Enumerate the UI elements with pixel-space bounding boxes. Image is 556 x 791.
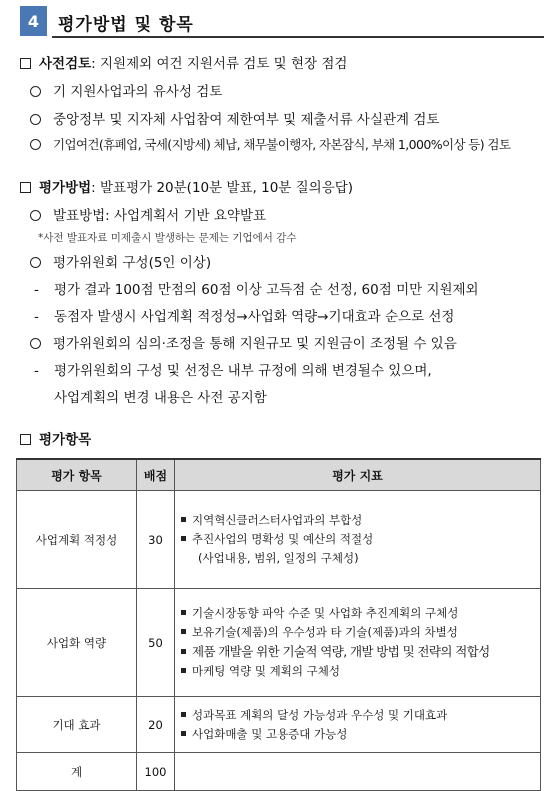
adjust-text: 평가위원회의 심의·조정을 통해 지원규모 및 지원금이 조정될 수 있음 [53, 336, 457, 352]
checkbox-icon [20, 58, 31, 69]
items-heading: 평가항목 [39, 432, 92, 448]
adjust-item [30, 332, 457, 352]
indicator-item: 제품 개발을 위한 기술적 역량, 개발 방법 및 전략의 적합성 [181, 642, 534, 662]
committee-text: 평가위원회 구성(5인 이상) [53, 255, 212, 271]
section-number-badge: 4 [20, 6, 47, 36]
indicator-item: 기술시장동향 파악 수준 및 사업화 추진계획의 구체성 [181, 604, 534, 623]
presentation-item [30, 204, 266, 224]
indicator-item: 마케팅 역량 및 계획의 구체성 [181, 662, 534, 681]
checkbox-icon [20, 182, 31, 193]
circle-bullet-icon [30, 210, 41, 221]
indicator-item: 성과목표 계획의 달성 가능성과 우수성 및 기대효과 [181, 706, 534, 725]
row-item-name: 사업계획 적정성 [17, 491, 137, 589]
indicator-item: 지역혁신클러스터사업과의 부합성 [181, 511, 534, 530]
row-score: 50 [137, 589, 175, 697]
pre-review-text: : 지원제외 여건 지원서류 검토 및 현장 점검 [91, 56, 348, 72]
row-score: 20 [137, 697, 175, 753]
indicator-item: 보유기술(제품)의 우수성과 타 기술(제품)과의 차별성 [181, 623, 534, 642]
items-heading-line [20, 428, 91, 448]
table-row [17, 697, 541, 753]
section-divider [52, 36, 544, 38]
row-item-name: 사업화 역량 [17, 589, 137, 697]
square-bullet-icon [181, 649, 186, 654]
pre-review-item-text: 기업여건(휴폐업, 국세(지방세) 체납, 채무불이행자, 자본잠식, 부채 1,000%이상 등) 검토 [53, 137, 511, 152]
method-text: : 발표평가 20분(10분 발표, 10분 질의응답) [91, 180, 354, 196]
square-bullet-icon [181, 629, 186, 634]
square-bullet-icon [181, 536, 186, 541]
section-header [12, 6, 544, 36]
header-indicator: 평가 지표 [175, 459, 541, 491]
dash-bullet: - [34, 282, 39, 298]
header-score: 배점 [137, 459, 175, 491]
dash-bullet: - [34, 363, 39, 379]
circle-bullet-icon [30, 257, 41, 268]
indicator-sub: (사업내용, 범위, 일정의 구체성) [198, 551, 359, 565]
method-line [20, 176, 353, 196]
table-row [17, 491, 541, 589]
dash-item [34, 278, 479, 298]
circle-bullet-icon [30, 338, 41, 349]
square-bullet-icon [181, 712, 186, 717]
square-bullet-icon [181, 517, 186, 522]
dash-item-text: 평가위원회의 구성 및 선정은 내부 규정에 의해 변경될수 있으며, [54, 363, 432, 379]
row-indicators [175, 491, 541, 589]
table-row [17, 589, 541, 697]
dash-item [34, 305, 454, 325]
total-score: 100 [137, 753, 175, 791]
square-bullet-icon [181, 668, 186, 673]
square-bullet-icon [181, 610, 186, 615]
indicator-item: 사업화매출 및 고용증대 가능성 [181, 725, 534, 744]
pre-review-item [30, 108, 439, 128]
pre-review-label: 사전검토 [39, 56, 92, 72]
table-header-row [17, 459, 541, 491]
committee-item [30, 251, 211, 271]
circle-bullet-icon [30, 114, 41, 125]
square-bullet-icon [181, 731, 186, 736]
indicator-item: 추진사업의 명확성 및 예산의 적절성 [181, 530, 534, 549]
dash-item-text: 동점자 발생시 사업계획 적정성→사업화 역량→기대효과 순으로 선정 [54, 309, 455, 325]
presentation-note: *사전 발표자료 미제출시 발생하는 문제는 기업에서 감수 [38, 232, 297, 244]
evaluation-table [16, 458, 541, 791]
row-item-name: 기대 효과 [17, 697, 137, 753]
row-indicators [175, 589, 541, 697]
circle-bullet-icon [30, 86, 41, 97]
dash-item [34, 359, 432, 379]
pre-review-line [20, 52, 347, 72]
section-title: 평가방법 및 항목 [58, 15, 194, 35]
row-score: 30 [137, 491, 175, 589]
circle-bullet-icon [30, 139, 41, 150]
presentation-text: 발표방법: 사업계획서 기반 요약발표 [53, 208, 267, 224]
pre-review-item [30, 135, 510, 153]
method-label: 평가방법 [39, 180, 92, 196]
dash-item-text: 평가 결과 100점 만점의 60점 이상 고득점 순 선정, 60점 미만 지원제외 [54, 282, 479, 298]
header-item: 평가 항목 [17, 459, 137, 491]
pre-review-item [30, 80, 222, 100]
pre-review-item-text: 기 지원사업과의 유사성 검토 [53, 84, 223, 100]
total-label: 계 [17, 753, 137, 791]
row-indicators [175, 697, 541, 753]
checkbox-icon [20, 434, 31, 445]
pre-review-item-text: 중앙정부 및 지자체 사업참여 제한여부 및 제출서류 사실관계 검토 [53, 112, 440, 128]
dash-item-continued: 사업계획의 변경 내용은 사전 공지함 [54, 390, 267, 406]
dash-bullet: - [34, 309, 39, 325]
